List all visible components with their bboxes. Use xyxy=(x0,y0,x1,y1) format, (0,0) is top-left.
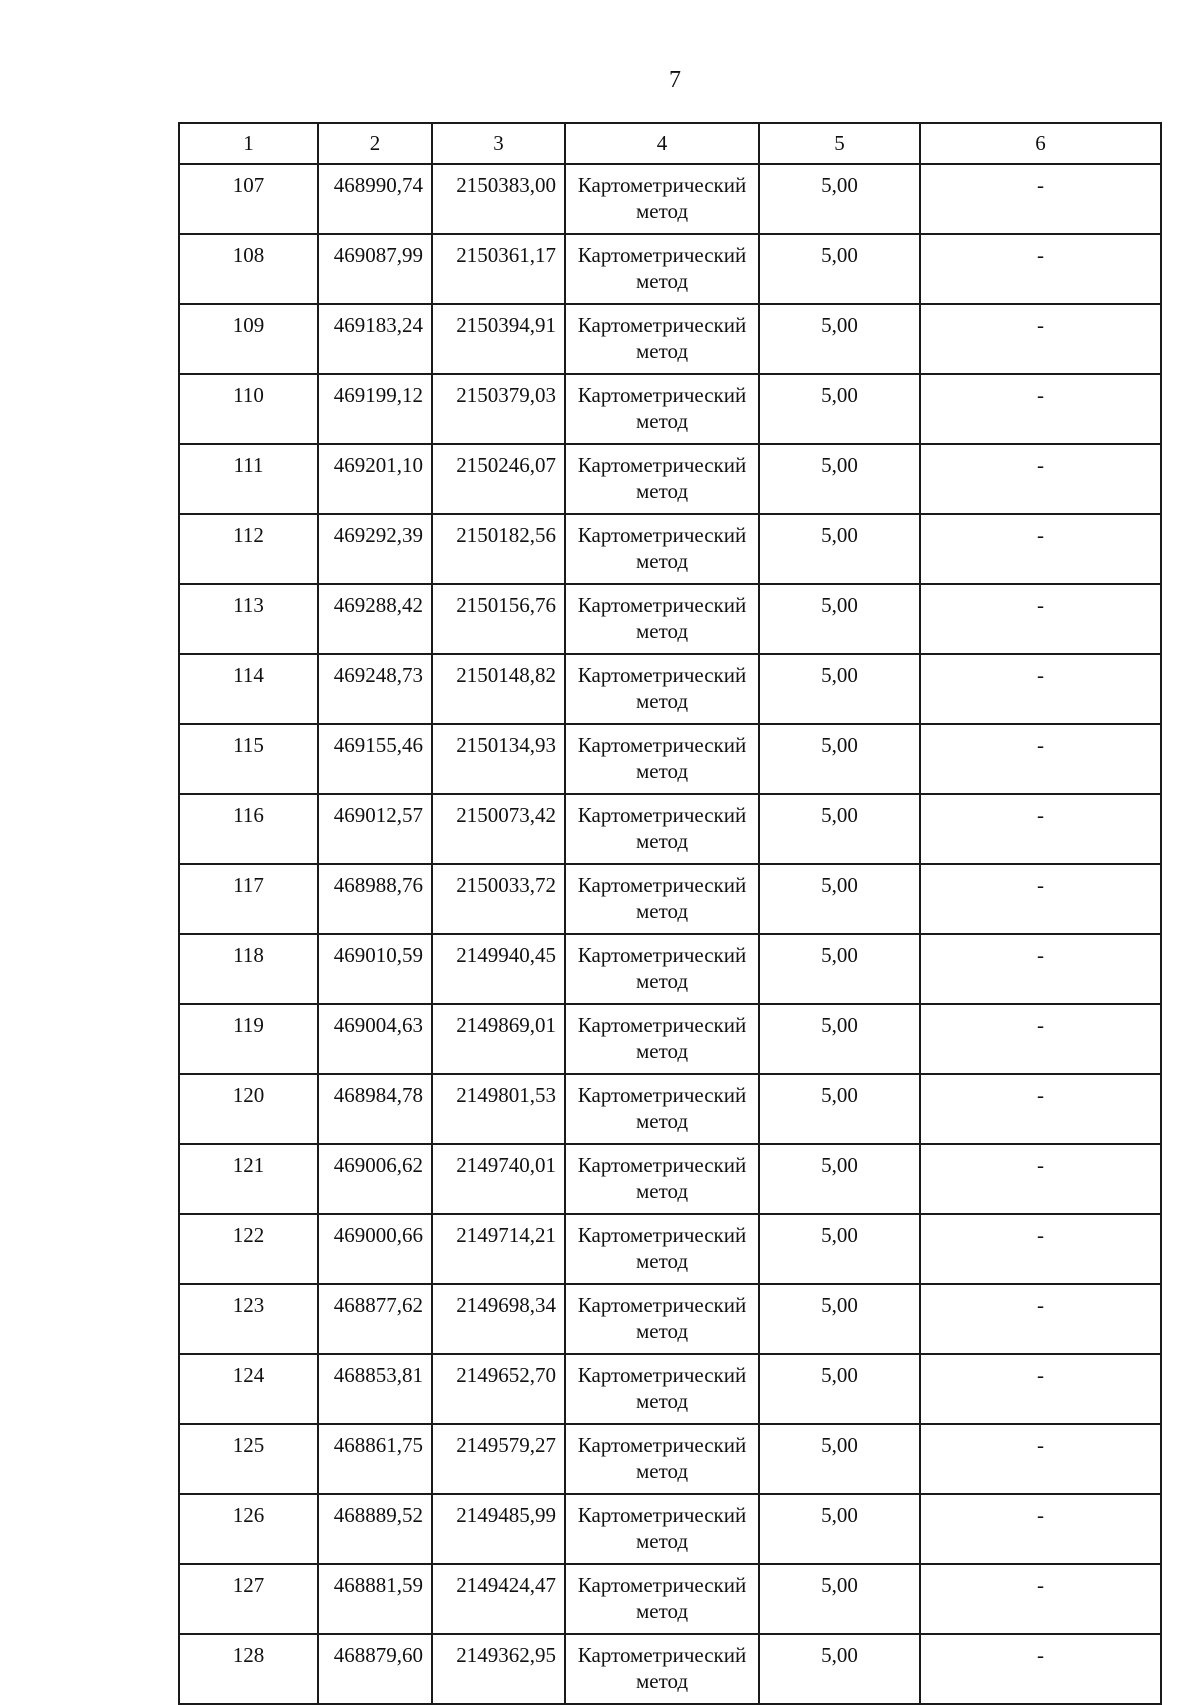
table-row xyxy=(179,1214,1161,1284)
coordinates-table xyxy=(178,122,1162,1705)
error-cell: 5,00 xyxy=(759,794,920,864)
method-cell xyxy=(565,514,759,584)
point-number-cell: 124 xyxy=(179,1354,318,1424)
method-line-1: Картометрический xyxy=(577,453,747,477)
table-row xyxy=(179,1424,1161,1494)
point-number-cell: 110 xyxy=(179,374,318,444)
method-line-2: метод xyxy=(635,969,689,993)
point-number-cell: 109 xyxy=(179,304,318,374)
x-coordinate-cell: 469010,59 xyxy=(318,934,432,1004)
point-number-cell: 107 xyxy=(179,164,318,234)
method-cell xyxy=(565,934,759,1004)
point-number-cell: 115 xyxy=(179,724,318,794)
note-cell: - xyxy=(920,864,1161,934)
method-line-2: метод xyxy=(635,339,689,363)
x-coordinate-cell: 469292,39 xyxy=(318,514,432,584)
x-coordinate-cell: 469006,62 xyxy=(318,1144,432,1214)
y-coordinate-cell: 2149869,01 xyxy=(432,1004,565,1074)
table-row xyxy=(179,1284,1161,1354)
point-number-cell: 117 xyxy=(179,864,318,934)
method-line-1: Картометрический xyxy=(577,1363,747,1387)
x-coordinate-cell: 468984,78 xyxy=(318,1074,432,1144)
error-cell: 5,00 xyxy=(759,724,920,794)
note-cell: - xyxy=(920,724,1161,794)
method-line-1: Картометрический xyxy=(577,383,747,407)
table-row xyxy=(179,514,1161,584)
table-row xyxy=(179,164,1161,234)
x-coordinate-cell: 469155,46 xyxy=(318,724,432,794)
point-number-cell: 127 xyxy=(179,1564,318,1634)
error-cell: 5,00 xyxy=(759,1074,920,1144)
method-line-2: метод xyxy=(635,1669,689,1693)
error-cell: 5,00 xyxy=(759,514,920,584)
error-cell: 5,00 xyxy=(759,654,920,724)
method-line-1: Картометрический xyxy=(577,1083,747,1107)
method-line-2: метод xyxy=(635,1179,689,1203)
header-cell-3: 3 xyxy=(432,123,565,164)
table-row xyxy=(179,304,1161,374)
method-line-1: Картометрический xyxy=(577,943,747,967)
method-cell xyxy=(565,444,759,514)
method-cell xyxy=(565,1144,759,1214)
page-number: 7 xyxy=(669,67,681,93)
table-row xyxy=(179,444,1161,514)
note-cell: - xyxy=(920,1004,1161,1074)
x-coordinate-cell: 469087,99 xyxy=(318,234,432,304)
point-number-cell: 126 xyxy=(179,1494,318,1564)
table-row xyxy=(179,374,1161,444)
error-cell: 5,00 xyxy=(759,374,920,444)
method-line-1: Картометрический xyxy=(577,1293,747,1317)
table-row xyxy=(179,234,1161,304)
point-number-cell: 121 xyxy=(179,1144,318,1214)
y-coordinate-cell: 2149940,45 xyxy=(432,934,565,1004)
method-line-2: метод xyxy=(635,759,689,783)
note-cell: - xyxy=(920,1424,1161,1494)
x-coordinate-cell: 468879,60 xyxy=(318,1634,432,1704)
table-row xyxy=(179,1564,1161,1634)
method-line-2: метод xyxy=(635,409,689,433)
method-cell xyxy=(565,1634,759,1704)
error-cell: 5,00 xyxy=(759,1354,920,1424)
y-coordinate-cell: 2150033,72 xyxy=(432,864,565,934)
point-number-cell: 108 xyxy=(179,234,318,304)
note-cell: - xyxy=(920,164,1161,234)
note-cell: - xyxy=(920,1354,1161,1424)
method-cell xyxy=(565,1564,759,1634)
table-body xyxy=(179,164,1161,1704)
error-cell: 5,00 xyxy=(759,584,920,654)
y-coordinate-cell: 2150246,07 xyxy=(432,444,565,514)
error-cell: 5,00 xyxy=(759,1564,920,1634)
method-line-2: метод xyxy=(635,479,689,503)
note-cell: - xyxy=(920,794,1161,864)
point-number-cell: 122 xyxy=(179,1214,318,1284)
table-row xyxy=(179,1634,1161,1704)
method-line-2: метод xyxy=(635,619,689,643)
y-coordinate-cell: 2150182,56 xyxy=(432,514,565,584)
table-row xyxy=(179,864,1161,934)
point-number-cell: 125 xyxy=(179,1424,318,1494)
note-cell: - xyxy=(920,514,1161,584)
y-coordinate-cell: 2150379,03 xyxy=(432,374,565,444)
method-cell xyxy=(565,1354,759,1424)
table-row xyxy=(179,1004,1161,1074)
note-cell: - xyxy=(920,934,1161,1004)
x-coordinate-cell: 468990,74 xyxy=(318,164,432,234)
error-cell: 5,00 xyxy=(759,1494,920,1564)
x-coordinate-cell: 469000,66 xyxy=(318,1214,432,1284)
point-number-cell: 120 xyxy=(179,1074,318,1144)
method-cell xyxy=(565,234,759,304)
header-cell-1: 1 xyxy=(179,123,318,164)
note-cell: - xyxy=(920,1564,1161,1634)
x-coordinate-cell: 468988,76 xyxy=(318,864,432,934)
method-line-2: метод xyxy=(635,549,689,573)
error-cell: 5,00 xyxy=(759,1144,920,1214)
error-cell: 5,00 xyxy=(759,1424,920,1494)
method-line-1: Картометрический xyxy=(577,803,747,827)
method-cell xyxy=(565,794,759,864)
error-cell: 5,00 xyxy=(759,864,920,934)
error-cell: 5,00 xyxy=(759,444,920,514)
point-number-cell: 111 xyxy=(179,444,318,514)
header-cell-6: 6 xyxy=(920,123,1161,164)
method-cell xyxy=(565,654,759,724)
method-line-1: Картометрический xyxy=(577,1153,747,1177)
y-coordinate-cell: 2149801,53 xyxy=(432,1074,565,1144)
note-cell: - xyxy=(920,584,1161,654)
error-cell: 5,00 xyxy=(759,1214,920,1284)
x-coordinate-cell: 469288,42 xyxy=(318,584,432,654)
x-coordinate-cell: 468881,59 xyxy=(318,1564,432,1634)
table-row xyxy=(179,794,1161,864)
method-line-2: метод xyxy=(635,1599,689,1623)
y-coordinate-cell: 2150383,00 xyxy=(432,164,565,234)
y-coordinate-cell: 2149652,70 xyxy=(432,1354,565,1424)
method-line-1: Картометрический xyxy=(577,1433,747,1457)
note-cell: - xyxy=(920,654,1161,724)
x-coordinate-cell: 469199,12 xyxy=(318,374,432,444)
note-cell: - xyxy=(920,1214,1161,1284)
point-number-cell: 118 xyxy=(179,934,318,1004)
method-cell xyxy=(565,1214,759,1284)
method-line-1: Картометрический xyxy=(577,313,747,337)
y-coordinate-cell: 2150156,76 xyxy=(432,584,565,654)
point-number-cell: 116 xyxy=(179,794,318,864)
method-cell xyxy=(565,724,759,794)
method-cell xyxy=(565,1074,759,1144)
header-cell-5: 5 xyxy=(759,123,920,164)
header-row xyxy=(179,123,1161,164)
point-number-cell: 123 xyxy=(179,1284,318,1354)
y-coordinate-cell: 2150394,91 xyxy=(432,304,565,374)
method-line-2: метод xyxy=(635,1459,689,1483)
method-line-1: Картометрический xyxy=(577,1643,747,1667)
method-line-2: метод xyxy=(635,199,689,223)
table-row xyxy=(179,1144,1161,1214)
point-number-cell: 119 xyxy=(179,1004,318,1074)
error-cell: 5,00 xyxy=(759,304,920,374)
error-cell: 5,00 xyxy=(759,164,920,234)
point-number-cell: 128 xyxy=(179,1634,318,1704)
error-cell: 5,00 xyxy=(759,234,920,304)
y-coordinate-cell: 2149714,21 xyxy=(432,1214,565,1284)
table-row xyxy=(179,654,1161,724)
method-line-1: Картометрический xyxy=(577,1573,747,1597)
method-line-1: Картометрический xyxy=(577,593,747,617)
method-line-2: метод xyxy=(635,1319,689,1343)
x-coordinate-cell: 468853,81 xyxy=(318,1354,432,1424)
method-line-2: метод xyxy=(635,269,689,293)
x-coordinate-cell: 469004,63 xyxy=(318,1004,432,1074)
note-cell: - xyxy=(920,444,1161,514)
point-number-cell: 114 xyxy=(179,654,318,724)
table-row xyxy=(179,584,1161,654)
method-cell xyxy=(565,864,759,934)
table-row xyxy=(179,934,1161,1004)
method-line-1: Картометрический xyxy=(577,1013,747,1037)
method-line-2: метод xyxy=(635,1039,689,1063)
method-line-2: метод xyxy=(635,689,689,713)
table-row xyxy=(179,724,1161,794)
y-coordinate-cell: 2149579,27 xyxy=(432,1424,565,1494)
method-line-1: Картометрический xyxy=(577,1223,747,1247)
y-coordinate-cell: 2149698,34 xyxy=(432,1284,565,1354)
y-coordinate-cell: 2149424,47 xyxy=(432,1564,565,1634)
header-cell-4: 4 xyxy=(565,123,759,164)
method-cell xyxy=(565,1284,759,1354)
method-cell xyxy=(565,374,759,444)
point-number-cell: 113 xyxy=(179,584,318,654)
table-row xyxy=(179,1494,1161,1564)
method-line-2: метод xyxy=(635,829,689,853)
note-cell: - xyxy=(920,1494,1161,1564)
table-row xyxy=(179,1074,1161,1144)
y-coordinate-cell: 2149362,95 xyxy=(432,1634,565,1704)
table-row xyxy=(179,1354,1161,1424)
header-cell-2: 2 xyxy=(318,123,432,164)
method-line-2: метод xyxy=(635,1109,689,1133)
method-line-1: Картометрический xyxy=(577,523,747,547)
method-line-1: Картометрический xyxy=(577,243,747,267)
note-cell: - xyxy=(920,1634,1161,1704)
method-cell xyxy=(565,304,759,374)
note-cell: - xyxy=(920,1074,1161,1144)
method-cell xyxy=(565,1494,759,1564)
y-coordinate-cell: 2150361,17 xyxy=(432,234,565,304)
x-coordinate-cell: 468861,75 xyxy=(318,1424,432,1494)
point-number-cell: 112 xyxy=(179,514,318,584)
y-coordinate-cell: 2150073,42 xyxy=(432,794,565,864)
y-coordinate-cell: 2149485,99 xyxy=(432,1494,565,1564)
method-line-1: Картометрический xyxy=(577,663,747,687)
y-coordinate-cell: 2150148,82 xyxy=(432,654,565,724)
x-coordinate-cell: 469248,73 xyxy=(318,654,432,724)
method-line-2: метод xyxy=(635,899,689,923)
note-cell: - xyxy=(920,304,1161,374)
error-cell: 5,00 xyxy=(759,1634,920,1704)
method-line-1: Картометрический xyxy=(577,873,747,897)
x-coordinate-cell: 468889,52 xyxy=(318,1494,432,1564)
y-coordinate-cell: 2149740,01 xyxy=(432,1144,565,1214)
method-cell xyxy=(565,584,759,654)
error-cell: 5,00 xyxy=(759,1004,920,1074)
error-cell: 5,00 xyxy=(759,1284,920,1354)
x-coordinate-cell: 469183,24 xyxy=(318,304,432,374)
method-cell xyxy=(565,1424,759,1494)
note-cell: - xyxy=(920,234,1161,304)
table-header xyxy=(179,123,1161,164)
note-cell: - xyxy=(920,1284,1161,1354)
method-line-1: Картометрический xyxy=(577,733,747,757)
method-line-2: метод xyxy=(635,1529,689,1553)
method-line-2: метод xyxy=(635,1389,689,1413)
y-coordinate-cell: 2150134,93 xyxy=(432,724,565,794)
note-cell: - xyxy=(920,374,1161,444)
method-line-1: Картометрический xyxy=(577,1503,747,1527)
error-cell: 5,00 xyxy=(759,934,920,1004)
x-coordinate-cell: 468877,62 xyxy=(318,1284,432,1354)
method-cell xyxy=(565,1004,759,1074)
x-coordinate-cell: 469201,10 xyxy=(318,444,432,514)
x-coordinate-cell: 469012,57 xyxy=(318,794,432,864)
method-cell xyxy=(565,164,759,234)
note-cell: - xyxy=(920,1144,1161,1214)
method-line-2: метод xyxy=(635,1249,689,1273)
method-line-1: Картометрический xyxy=(577,173,747,197)
